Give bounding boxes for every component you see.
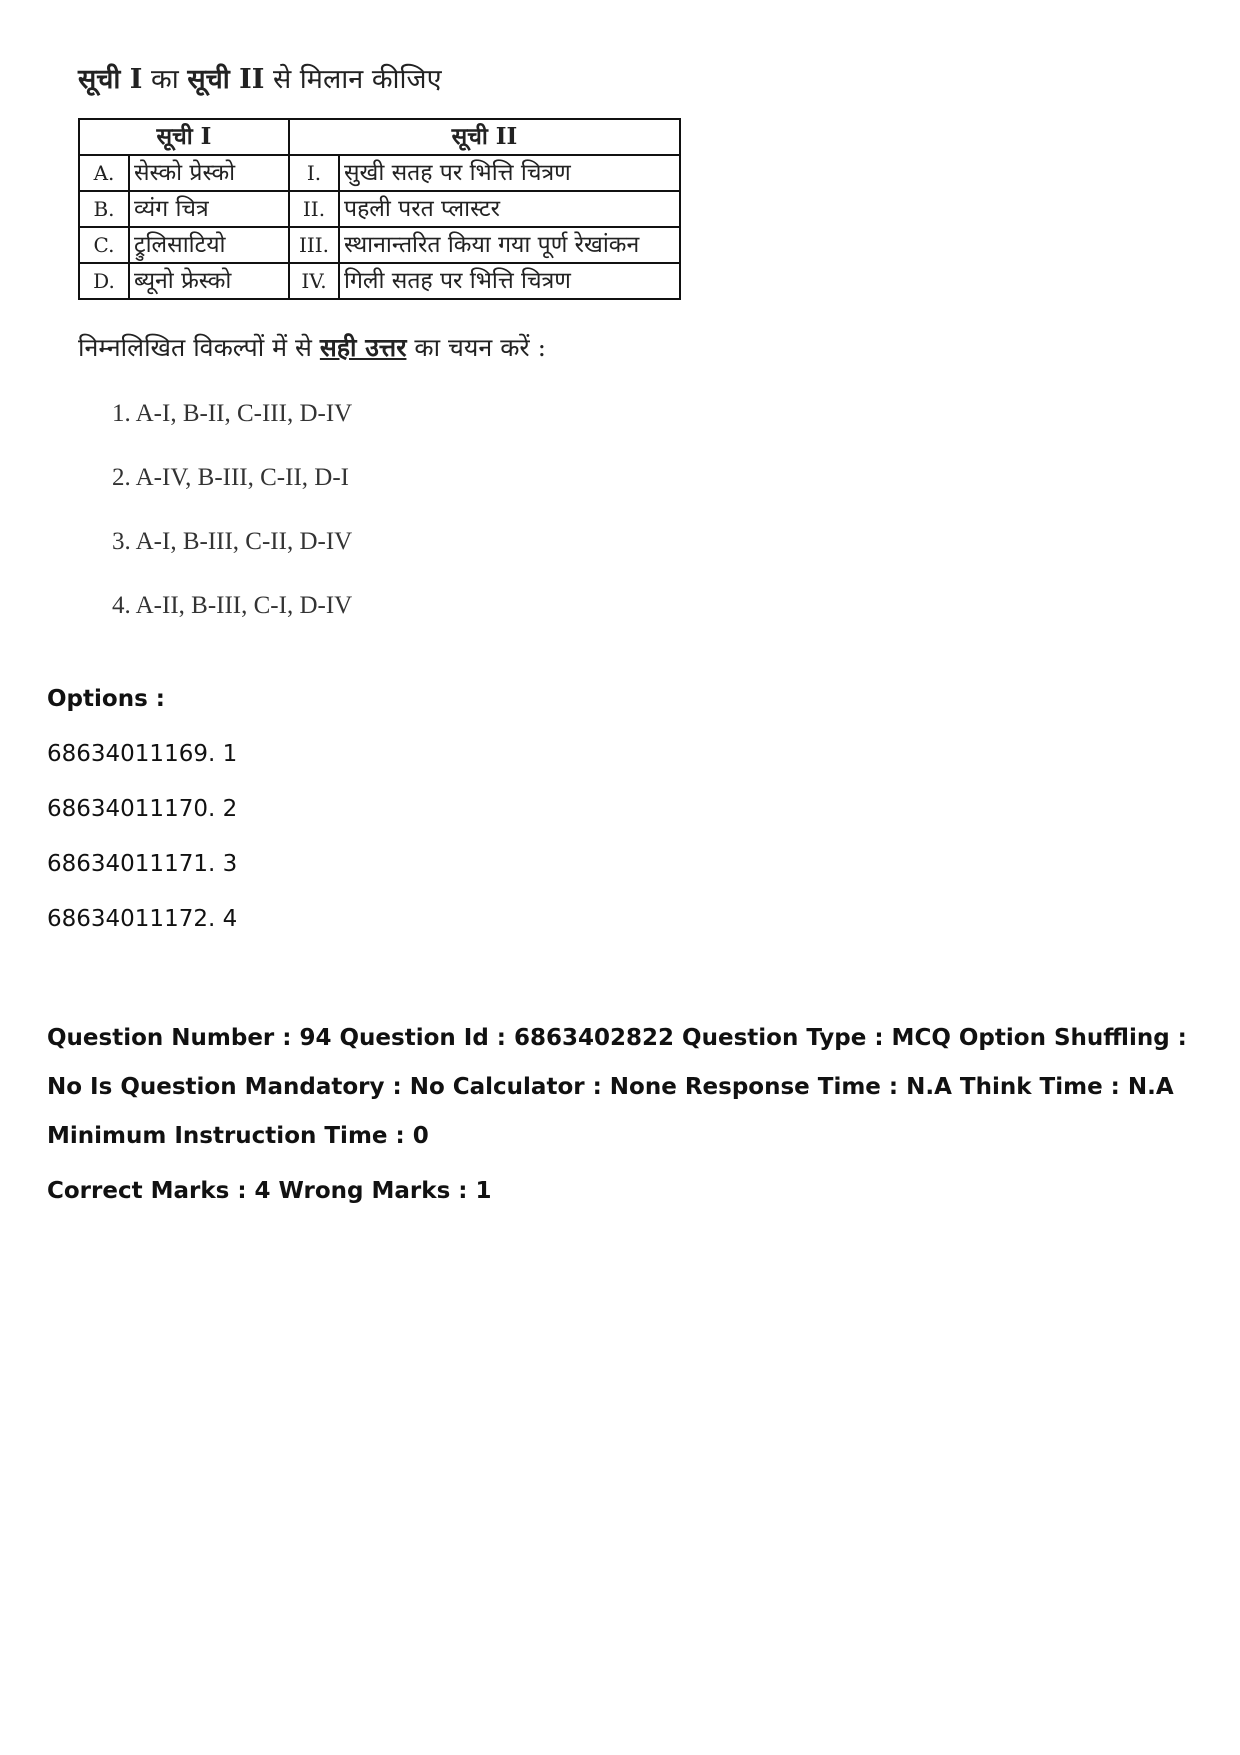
title-connector: का: [142, 64, 188, 95]
question-marks: Correct Marks : 4 Wrong Marks : 1: [47, 1178, 492, 1204]
question-title: [78, 60, 718, 100]
options-heading: Options :: [47, 686, 165, 712]
options-section: [47, 672, 237, 947]
header-list1: सूची I: [79, 119, 289, 155]
choice-item: 4. A-II, B-III, C-I, D-IV: [112, 592, 353, 619]
option-item: 68634011170. 2: [47, 796, 238, 822]
row-numeral: III.: [289, 227, 339, 263]
title-suffix: से मिलान कीजिए: [264, 64, 442, 95]
question-meta: [47, 1014, 1207, 1216]
row-item: ट्रुलिसाटियो: [129, 227, 289, 263]
row-match: स्थानान्तरित किया गया पूर्ण रेखांकन: [339, 227, 680, 263]
option-item: 68634011169. 1: [47, 741, 238, 767]
row-item: ब्यूनो फ्रेस्को: [129, 263, 289, 299]
row-code: C.: [79, 227, 129, 263]
title-list2: सूची II: [187, 64, 265, 95]
match-table: [78, 118, 681, 300]
row-match: पहली परत प्लास्टर: [339, 191, 680, 227]
question-image: [78, 60, 718, 638]
instruction-emphasis: सही उत्तर: [319, 333, 407, 362]
table-row: [79, 155, 680, 191]
instruction-text: [78, 330, 718, 366]
table-row: [79, 191, 680, 227]
row-match: सुखी सतह पर भित्ति चित्रण: [339, 155, 680, 191]
instruction-prefix: निम्नलिखित विकल्पों में से: [78, 333, 320, 362]
table-header-row: [79, 119, 680, 155]
row-numeral: II.: [289, 191, 339, 227]
row-code: A.: [79, 155, 129, 191]
row-code: B.: [79, 191, 129, 227]
choice-list: [78, 382, 718, 638]
row-item: सेस्को प्रेस्को: [129, 155, 289, 191]
question-details: Question Number : 94 Question Id : 6863402822 Question Type : MCQ Option Shuffling : No Is Question Mandatory : No Calculator : None Response Time : N.A Think Time : N.A Minimum Instruction Time : 0: [47, 1025, 1187, 1149]
title-list1: सूची I: [78, 64, 143, 95]
row-item: व्यंग चित्र: [129, 191, 289, 227]
row-numeral: I.: [289, 155, 339, 191]
option-item: 68634011171. 3: [47, 851, 238, 877]
row-numeral: IV.: [289, 263, 339, 299]
choice-item: 3. A-I, B-III, C-II, D-IV: [112, 528, 353, 555]
row-match: गिली सतह पर भित्ति चित्रण: [339, 263, 680, 299]
choice-item: 2. A-IV, B-III, C-II, D-I: [112, 464, 349, 491]
instruction-suffix: का चयन करें :: [406, 333, 546, 362]
table-row: [79, 227, 680, 263]
row-code: D.: [79, 263, 129, 299]
option-item: 68634011172. 4: [47, 906, 238, 932]
table-row: [79, 263, 680, 299]
choice-item: 1. A-I, B-II, C-III, D-IV: [112, 400, 353, 427]
header-list2: सूची II: [289, 119, 680, 155]
